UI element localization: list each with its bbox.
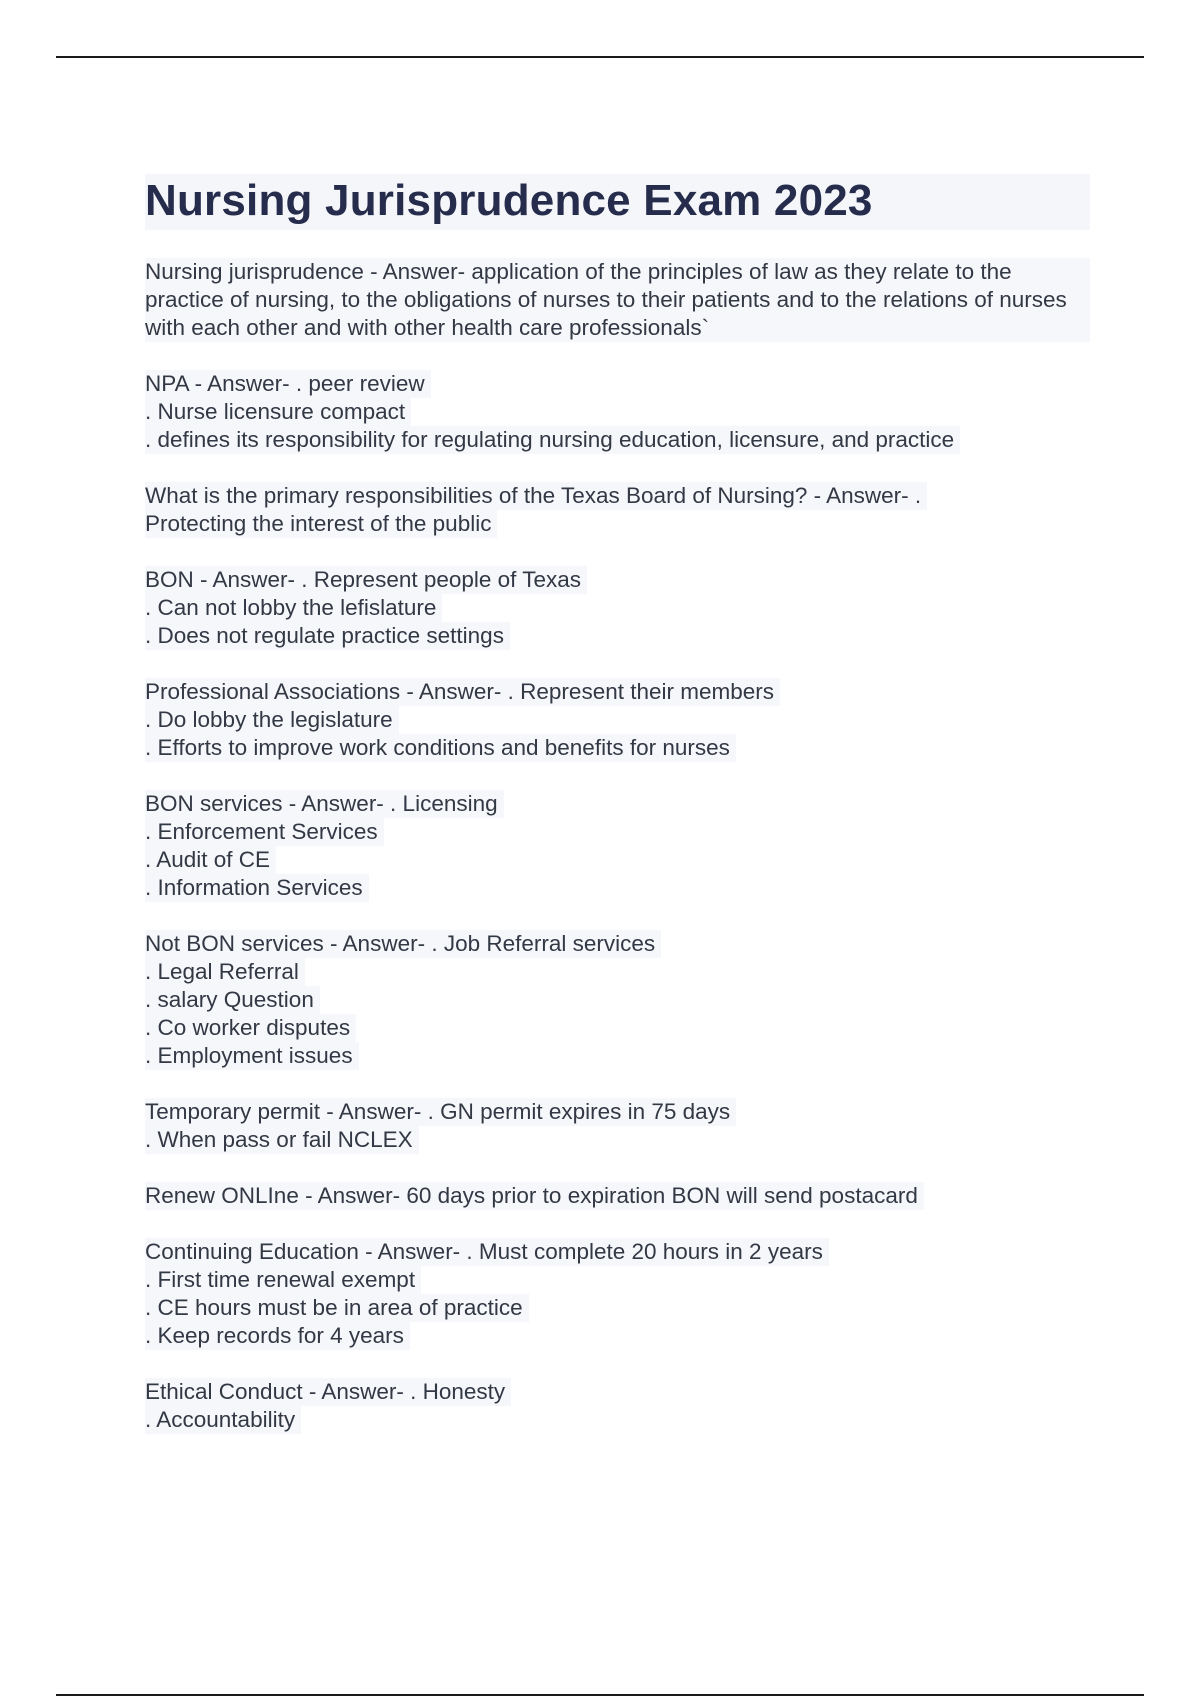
entry-not-bon-services bbox=[145, 930, 1090, 1070]
entry-texas-bon-responsibility bbox=[145, 482, 1090, 538]
entry-line: . Accountability bbox=[145, 1406, 301, 1434]
entry-line: Temporary permit - Answer- . GN permit expires in 75 days bbox=[145, 1098, 736, 1126]
top-rule bbox=[56, 56, 1144, 58]
entry-line: Continuing Education - Answer- . Must complete 20 hours in 2 years bbox=[145, 1238, 829, 1266]
entry-line: . Do lobby the legislature bbox=[145, 706, 399, 734]
document-body bbox=[145, 174, 1090, 1462]
definition-paragraph: Nursing jurisprudence - Answer- application of the principles of law as they relate to the practice of nursing, to the obligations of nurses to their patients and to the relations of nurses with each other and with other health care professionals` bbox=[145, 258, 1090, 342]
entry-line: Ethical Conduct - Answer- . Honesty bbox=[145, 1378, 511, 1406]
entry-line: . CE hours must be in area of practice bbox=[145, 1294, 529, 1322]
entry-line: Not BON services - Answer- . Job Referral services bbox=[145, 930, 661, 958]
entry-line: . Legal Referral bbox=[145, 958, 305, 986]
entry-line: What is the primary responsibilities of the Texas Board of Nursing? - Answer- . bbox=[145, 482, 927, 510]
entry-continuing-education bbox=[145, 1238, 1090, 1350]
entry-line: . Can not lobby the lefislature bbox=[145, 594, 442, 622]
entry-line: . Co worker disputes bbox=[145, 1014, 356, 1042]
entry-line: Professional Associations - Answer- . Represent their members bbox=[145, 678, 780, 706]
entry-line: . Nurse licensure compact bbox=[145, 398, 411, 426]
entry-line: . salary Question bbox=[145, 986, 320, 1014]
bottom-rule bbox=[56, 1694, 1144, 1696]
entry-line: . Keep records for 4 years bbox=[145, 1322, 410, 1350]
entry-line: . Enforcement Services bbox=[145, 818, 384, 846]
entry-bon-services bbox=[145, 790, 1090, 902]
entry-line: . Information Services bbox=[145, 874, 369, 902]
entry-npa bbox=[145, 370, 1090, 454]
entry-line: . Does not regulate practice settings bbox=[145, 622, 510, 650]
entry-line: Protecting the interest of the public bbox=[145, 510, 497, 538]
entry-line: . First time renewal exempt bbox=[145, 1266, 421, 1294]
entry-line: . Audit of CE bbox=[145, 846, 276, 874]
entry-line: . Efforts to improve work conditions and benefits for nurses bbox=[145, 734, 736, 762]
entry-line: BON services - Answer- . Licensing bbox=[145, 790, 504, 818]
entry-temporary-permit bbox=[145, 1098, 1090, 1154]
entry-line: Renew ONLIne - Answer- 60 days prior to expiration BON will send postacard bbox=[145, 1182, 924, 1210]
entry-professional-associations bbox=[145, 678, 1090, 762]
title-block bbox=[145, 174, 1090, 230]
entry-line: . defines its responsibility for regulating nursing education, licensure, and practice bbox=[145, 426, 960, 454]
entry-line: BON - Answer- . Represent people of Texas bbox=[145, 566, 587, 594]
entry-nursing-jurisprudence bbox=[145, 258, 1090, 342]
entry-line: NPA - Answer- . peer review bbox=[145, 370, 431, 398]
entry-renew-online bbox=[145, 1182, 1090, 1210]
entry-line: . Employment issues bbox=[145, 1042, 359, 1070]
entry-bon bbox=[145, 566, 1090, 650]
entry-line: . When pass or fail NCLEX bbox=[145, 1126, 419, 1154]
page-title: Nursing Jurisprudence Exam 2023 bbox=[145, 176, 873, 225]
entry-ethical-conduct bbox=[145, 1378, 1090, 1434]
